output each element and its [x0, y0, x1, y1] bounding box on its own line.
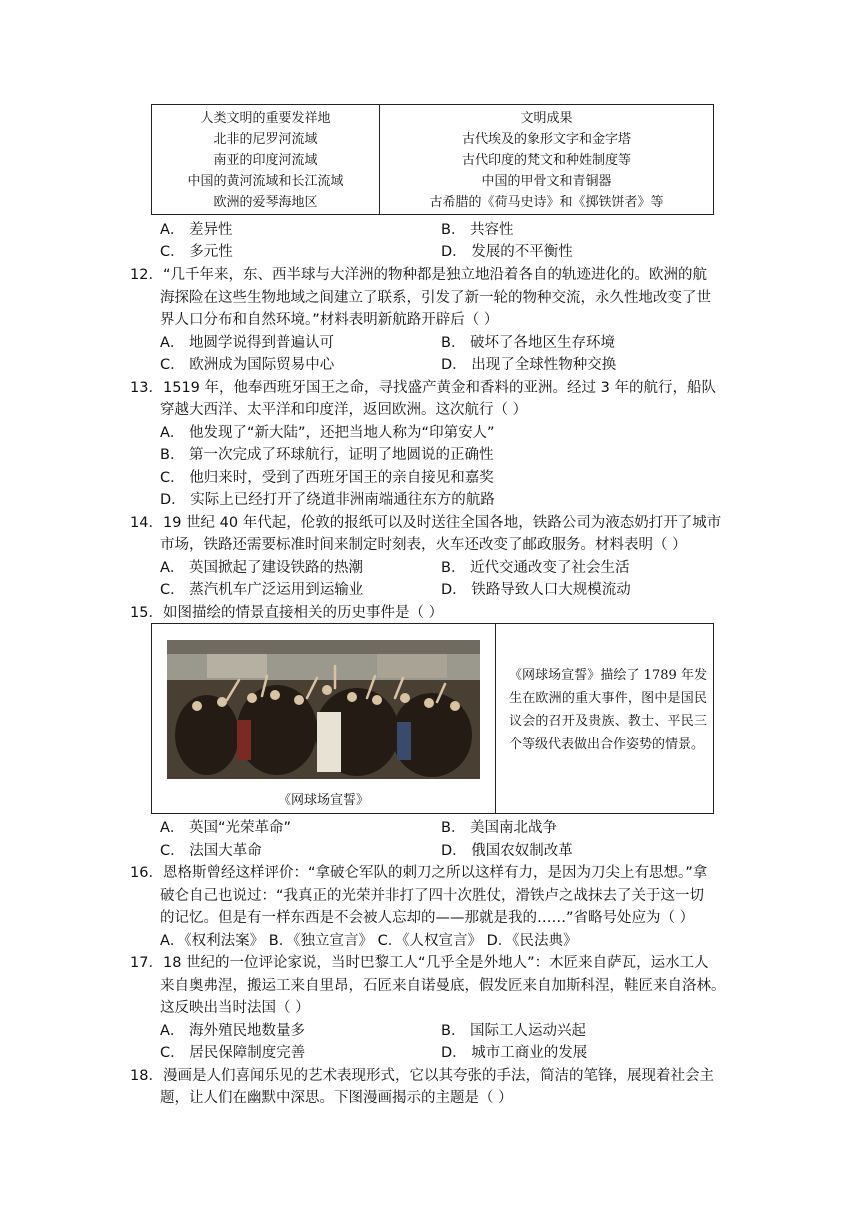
- q17-stem-line: 来自奥弗涅，搬运工来自里昂，石匠来自诺曼底，假发匠来自加斯科涅，鞋匠来自洛林。: [160, 978, 726, 994]
- table-cell: 欧洲的爱琴海地区: [213, 195, 318, 210]
- q13-option-b: B． 第一次完成了环球航行，证明了地圆说的正确性: [160, 447, 494, 463]
- q14-option-d: D． 铁路导致人口大规模流动: [441, 582, 631, 598]
- q12-option-c: C． 欧洲成为国际贸易中心: [160, 357, 335, 373]
- q16-options: A．《权利法案》 B．《独立宣言》 C．《人权宣言》 D．《民法典》: [160, 933, 578, 949]
- q17-option-d: D． 城市工商业的发展: [441, 1045, 588, 1061]
- table-cell: 古代埃及的象形文字和金字塔: [461, 132, 631, 147]
- figure-description-cell: [496, 624, 713, 813]
- q14-stem-line: 市场，铁路还需要标准时间来制定时刻表，火车还改变了邮政服务。材料表明（ ）: [160, 537, 687, 553]
- table-cell: 古代印度的梵文和种姓制度等: [461, 153, 631, 168]
- q17-option-b: B． 国际工人运动兴起: [441, 1023, 587, 1039]
- q14-number: 14．: [130, 515, 163, 531]
- q11-option-d: D． 发展的不平衡性: [441, 244, 573, 260]
- q12-option-a: A． 地圆学说得到普遍认可: [160, 335, 335, 351]
- figure-caption: 《网球场宣誓》: [277, 793, 369, 808]
- q13-stem-line: 穿越大西洋、太平洋和印度洋，返回欧洲。这次航行（ ）: [160, 402, 528, 418]
- table-cell: 古希腊的《荷马史诗》和《掷铁饼者》等: [429, 195, 664, 210]
- q17-number: 17．: [130, 955, 163, 971]
- q13-option-a: A． 他发现了“新大陆”，还把当地人称为“印第安人”: [160, 425, 495, 441]
- figure-description: 《网球场宣誓》描绘了 1789 年发生在欧洲的重大事件，图中是国民议会的召开及贵族、教士、平民三个等级代表做出合作姿势的情景。: [509, 668, 707, 752]
- q13-option-d: D． 实际上已经打开了绕道非洲南端通往东方的航路: [160, 492, 495, 508]
- q17-option-c: C． 居民保障制度完善: [160, 1045, 306, 1061]
- table-cell: 北非的尼罗河流域: [213, 132, 318, 147]
- q16-number: 16．: [130, 865, 163, 881]
- q12-option-d: D． 出现了全球性物种交换: [441, 357, 617, 373]
- q15-option-a: A． 英国“光荣革命”: [160, 820, 292, 836]
- q13-number: 13．: [130, 380, 163, 396]
- tennis-court-oath-painting: [167, 640, 480, 779]
- q15-number: 15．: [130, 605, 163, 621]
- q15-stem: 如图描绘的情景直接相关的历史事件是（ ）: [163, 605, 444, 621]
- q11-option-b: B． 共容性: [441, 222, 514, 238]
- table-cell: 南亚的印度河流域: [213, 153, 318, 168]
- q15-option-c: C． 法国大革命: [160, 843, 262, 859]
- table-header-achievements: 文明成果: [520, 111, 573, 126]
- figure-table: [151, 623, 714, 814]
- q18-number: 18．: [130, 1068, 163, 1084]
- q12-stem-line: “几千年来，东、西半球与大洋洲的物种都是独立地沿着各自的轨迹进化的。欧洲的航: [163, 267, 708, 283]
- q18-stem-line: 题，让人们在幽默中深思。下图漫画揭示的主题是（ ）: [160, 1090, 513, 1106]
- q14-stem-line: 19 世纪 40 年代起，伦敦的报纸可以及时送往全国各地，铁路公司为液态奶打开了城市: [163, 515, 722, 531]
- q17-option-a: A． 海外殖民地数量多: [160, 1023, 306, 1039]
- q12-option-b: B． 破坏了各地区生存环境: [441, 335, 616, 351]
- q17-stem-line: 这反映出当时法国（ ）: [160, 1000, 310, 1016]
- table-column-achievements: [380, 105, 713, 214]
- figure-cell: [152, 624, 496, 813]
- q12-stem-line: 界人口分布和自然环境。”材料表明新航路开辟后（ ）: [160, 312, 499, 328]
- q12-number: 12．: [130, 267, 163, 283]
- q14-option-b: B． 近代交通改变了社会生活: [441, 560, 630, 576]
- q16-stem-line: 恩格斯曾经这样评价：“拿破仑军队的刺刀之所以这样有力，是因为刀尖上有思想。”拿: [163, 865, 708, 881]
- q12-stem-line: 海探险在这些生物地域之间建立了联系，引发了新一轮的物种交流，永久性地改变了世: [160, 290, 711, 306]
- q13-stem-line: 1519 年，他奉西班牙国王之命，寻找盛产黄金和香料的亚洲。经过 3 年的航行，船队: [163, 380, 716, 396]
- q14-option-c: C． 蒸汽机车广泛运用到运输业: [160, 582, 364, 598]
- q11-option-a: A． 差异性: [160, 222, 233, 238]
- q14-option-a: A． 英国掀起了建设铁路的热潮: [160, 560, 364, 576]
- painting-illustration: [167, 640, 480, 779]
- q18-stem-line: 漫画是人们喜闻乐见的艺术表现形式，它以其夸张的手法，简洁的笔锋，展现着社会主: [163, 1068, 714, 1084]
- q11-option-c: C． 多元性: [160, 244, 233, 260]
- table-cell: 中国的甲骨文和青铜器: [481, 174, 612, 189]
- q17-stem-line: 18 世纪的一位评论家说，当时巴黎工人“几乎全是外地人”：木匠来自萨瓦，运水工人: [163, 955, 709, 971]
- q15-option-d: D． 俄国农奴制改革: [441, 843, 573, 859]
- q16-stem-line: 的记忆。但是有一样东西是不会被人忘却的——那就是我的……”省略号处应为（ ）: [160, 910, 695, 926]
- q15-option-b: B． 美国南北战争: [441, 820, 558, 836]
- q16-stem-line: 破仑自己也说过：“我真正的光荣并非打了四十次胜仗，滑铁卢之战抹去了关于这一切: [160, 888, 705, 904]
- q13-option-c: C． 他归来时，受到了西班牙国王的亲自接见和嘉奖: [160, 470, 494, 486]
- civilization-table: [151, 104, 714, 215]
- table-header-cradles: 人类文明的重要发祥地: [200, 111, 331, 126]
- table-cell: 中国的黄河流域和长江流域: [187, 174, 344, 189]
- table-column-cradles: [152, 105, 380, 214]
